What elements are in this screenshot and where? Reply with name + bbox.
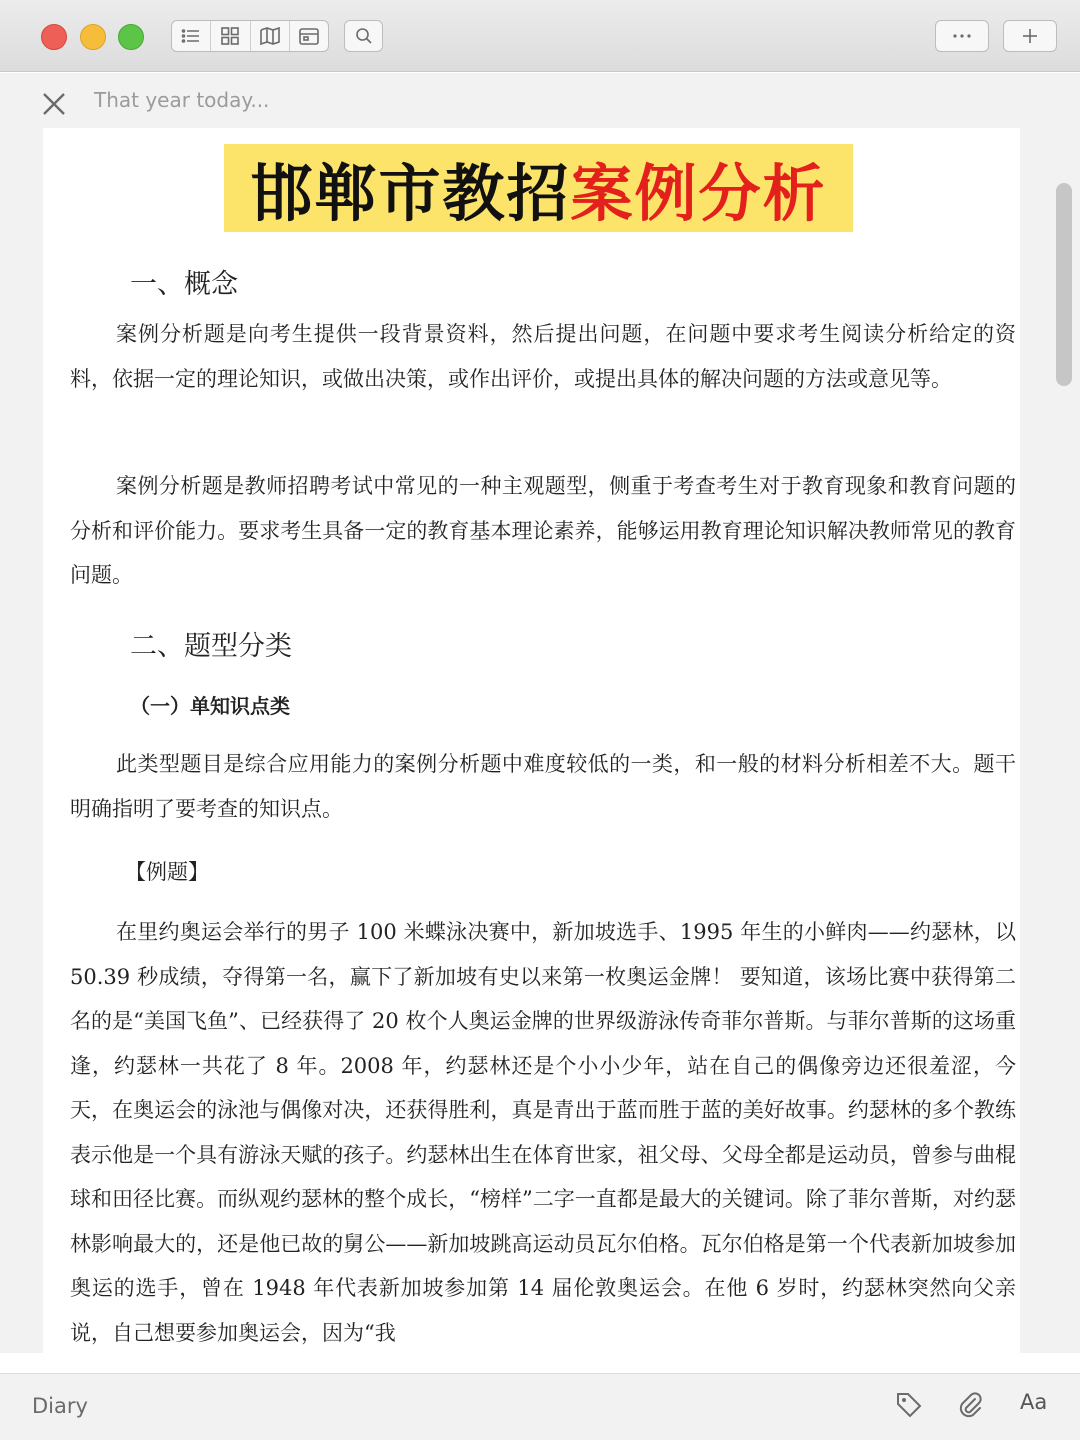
scrollbar-thumb[interactable]	[1056, 183, 1072, 386]
close-icon[interactable]	[40, 90, 68, 118]
minimize-window-button[interactable]	[80, 24, 106, 50]
view-switcher	[171, 20, 329, 52]
entry-subtitle: That year today...	[94, 88, 270, 112]
title-red-text: 案例分析	[570, 156, 827, 230]
example-paragraph: 在里约奥运会举行的男子 100 米蝶泳决赛中，新加坡选手、1995 年生的小鲜肉——约瑟林，以 50.39 秒成绩，夺得第一名，赢下了新加坡有史以来第一枚奥运金牌！ 要知道，该场比赛中获得第二名的是“美国飞鱼”、已经获得了 20 枚个人奥运金牌的世界级游泳传奇菲尔普斯。与菲尔普斯的这场重逢，约瑟林一共花了 8 年。2008 年，约瑟林还是个小小少年，站在自己的偶像旁边还很羞涩，今天，在奥运会的泳池与偶像对决，还获得胜利，真是青出于蓝而胜于蓝的美好故事。约瑟林的多个教练表示他是一个具有游泳天赋的孩子。约瑟林出生在体育世家，祖父母、父母全都是运动员，曾参与曲棍球和田径比赛。而纵观约瑟林的整个成长，“榜样”二字一直都是最大的关键词。除了菲尔普斯，对约瑟林影响最大的，还是他已故的舅公——新加坡跳高运动员瓦尔伯格。瓦尔伯格是第一个代表新加坡参加奥运的选手，曾在 1948 年代表新加坡参加第 14 届伦敦奥运会。在他 6 岁时，约瑟林突然向父亲说，自己想要参加奥运会，因为“我	[70, 920, 1016, 1345]
more-button[interactable]	[935, 20, 989, 52]
section2-subheading: （一）单知识点类	[130, 694, 290, 718]
zoom-window-button[interactable]	[118, 24, 144, 50]
search-icon	[355, 27, 373, 45]
section1-paragraph-1: 案例分析题是向考生提供一段背景资料，然后提出问题，在问题中要求考生阅读分析给定的资料，依据一定的理论知识，或做出决策，或作出评价，或提出具体的解决问题的方法或意见等。	[70, 322, 1016, 391]
close-window-button[interactable]	[41, 24, 67, 50]
add-entry-button[interactable]	[1003, 20, 1057, 52]
section2-paragraph-1: 此类型题目是综合应用能力的案例分析题中难度较低的一类，和一般的材料分析相差不大。题干明确指明了要考查的知识点。	[70, 752, 1016, 821]
section1-paragraph-2: 案例分析题是教师招聘考试中常见的一种主观题型，侧重于考查考生对于教育现象和教育问题的分析和评价能力。要求考生具备一定的教育基本理论素养，能够运用教育理论知识解决教师常见的教育问题。	[70, 474, 1016, 587]
window-titlebar	[0, 0, 1080, 72]
font-format-button[interactable]: Aa	[1020, 1390, 1048, 1414]
search-button[interactable]	[344, 20, 383, 52]
section2-heading: 二、题型分类	[130, 631, 292, 662]
attachment-icon[interactable]	[955, 1390, 985, 1420]
section1-heading: 一、概念	[130, 269, 238, 300]
more-icon	[951, 33, 973, 39]
grid-view-icon[interactable]	[211, 21, 250, 51]
title-black-text: 邯郸市教招	[250, 156, 571, 230]
example-label: 【例题】	[125, 860, 209, 884]
map-icon[interactable]	[251, 21, 290, 51]
journal-selector[interactable]: Diary	[32, 1394, 88, 1418]
tag-icon[interactable]	[894, 1390, 924, 1420]
bottom-toolbar	[0, 1373, 1080, 1440]
calendar-icon[interactable]	[290, 21, 328, 51]
list-view-icon[interactable]	[172, 21, 211, 51]
document-image	[43, 128, 1020, 1373]
document-title-banner	[224, 144, 853, 232]
add-icon	[1021, 27, 1039, 45]
